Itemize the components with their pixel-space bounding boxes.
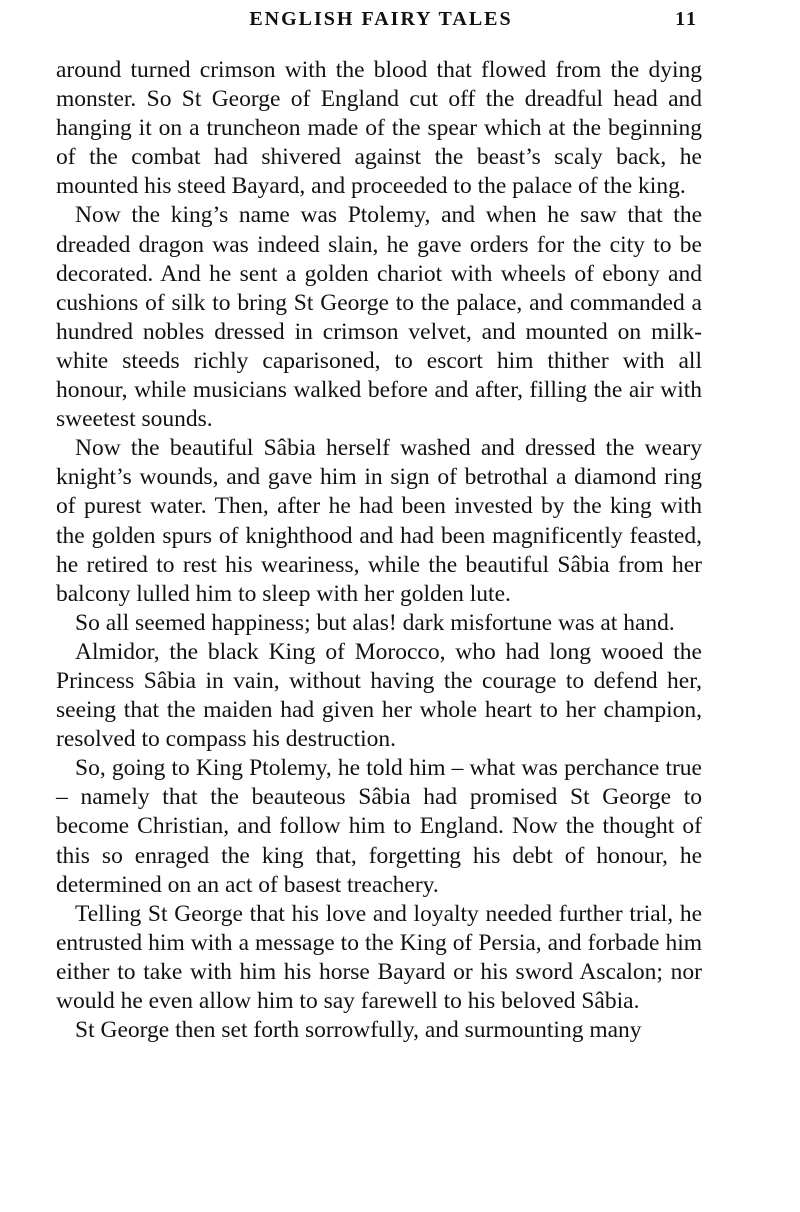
paragraph: Telling St George that his love and loyalty needed further trial, he entrusted him with a message to the King of Persia, and forbade him either to take with him his horse Bayard or his sword Ascalon; nor would he even allow him to say farewell to his beloved Sâbia. — [56, 900, 702, 1014]
paragraph: Almidor, the black King of Morocco, who had long wooed the Princess Sâbia in vain, without having the courage to defend her, seeing that the maiden had given her whole heart to her champion, resolved to compass his destruction. — [56, 638, 702, 753]
paragraph: So all seemed happiness; but alas! dark misfortune was at hand. — [75, 609, 675, 636]
paragraph: Now the beautiful Sâbia herself washed and dressed the weary knight’s wounds, and gave him in sign of betrothal a diamond ring of purest water. Then, after he had been invested by the king with the golden spurs of knighthood and had been magnificently feasted, he retired to rest his weariness, while the beautiful Sâbia from her balcony lulled him to sleep with her golden lute. — [56, 435, 702, 607]
paragraph-continues: St George then set forth sorrowfully, and surmounting many — [75, 1017, 642, 1044]
body-text — [56, 56, 702, 1045]
running-head-title: ENGLISH FAIRY TALES — [249, 8, 513, 30]
page-number: 11 — [675, 8, 698, 30]
paragraph: Now the king’s name was Ptolemy, and when he saw that the dreaded dragon was indeed slain, he gave orders for the city to be decorated. And he sent a golden chariot with wheels of ebony and cushions of silk to bring St George to the palace, and commanded a hundred nobles dressed in crimson velvet, and mounted on milk-white steeds richly caparisoned, to escort him thither with all honour, while musicians walked before and after, filling the air with sweetest sounds. — [56, 202, 702, 433]
paragraph-continued: around turned crimson with the blood that flowed from the dying monster. So St George of England cut off the dreadful head and hanging it on a truncheon made of the spear which at the beginning of the combat had shivered against the beast’s scaly back, he mounted his steed Bayard, and proceeded to the palace of the king. — [56, 57, 702, 200]
paragraph: So, going to King Ptolemy, he told him – what was perchance true – namely that the beauteous Sâbia had promised St George to become Christian, and follow him to England. Now the thought of this so enraged the king that, forgetting his debt of honour, he determined on an act of basest treachery. — [56, 755, 702, 898]
running-head — [56, 6, 706, 36]
